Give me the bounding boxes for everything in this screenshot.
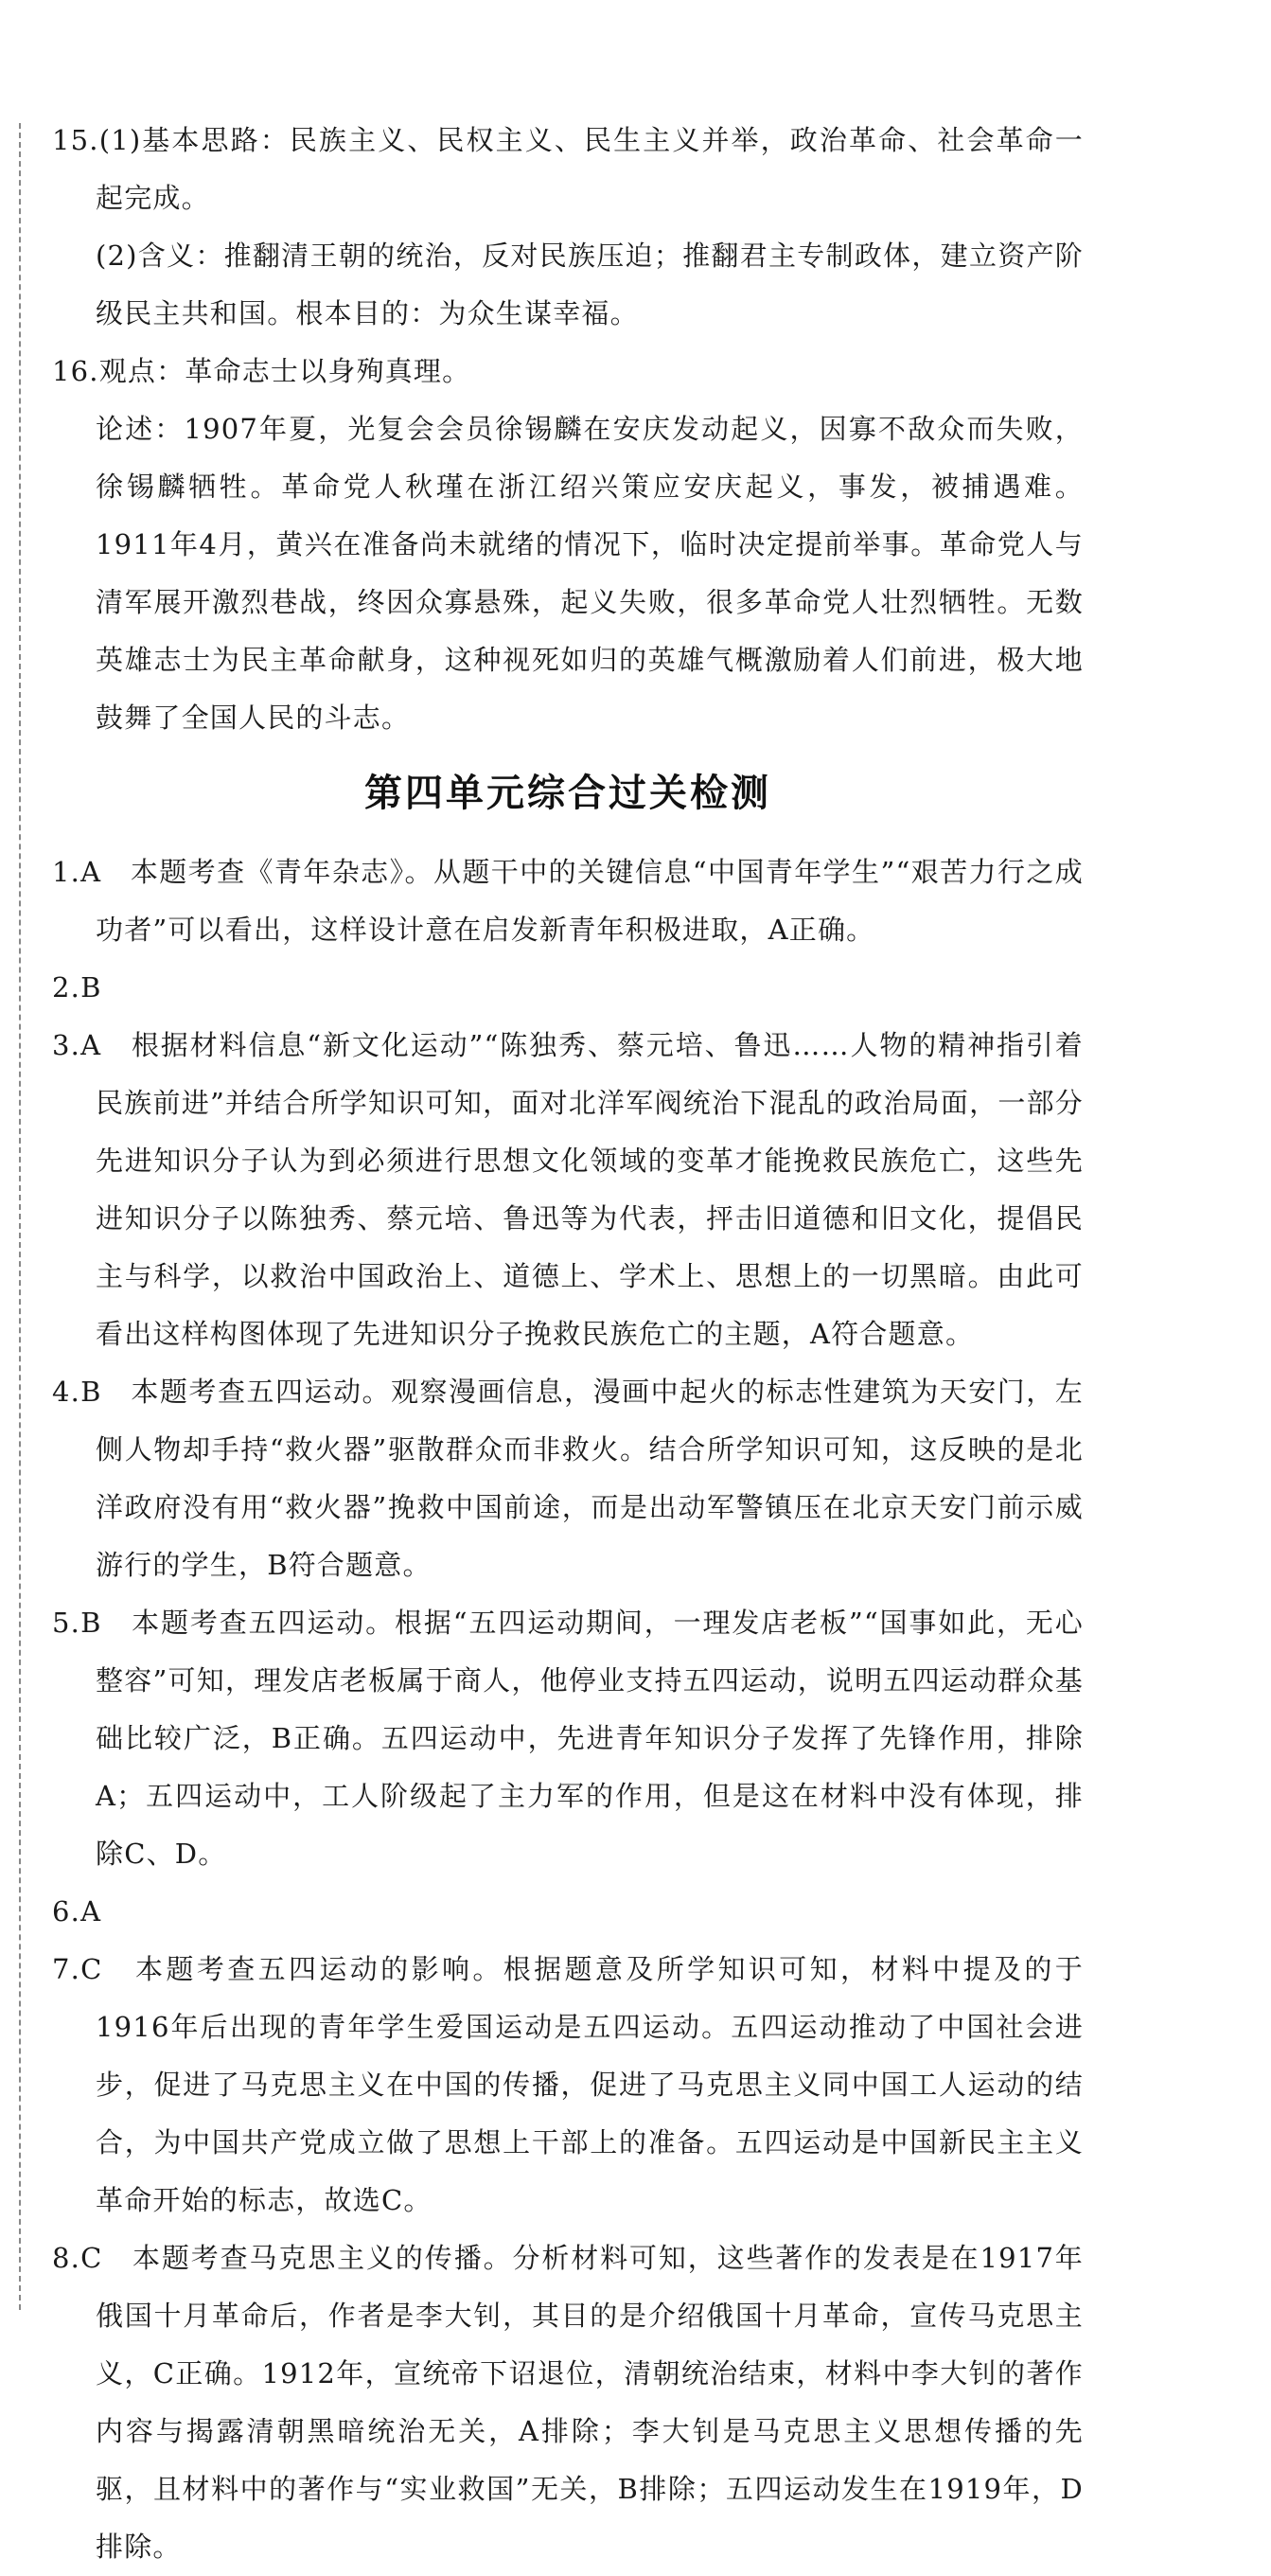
answer-15-line1: 15.(1)基本思路：民族主义、民权主义、民生主义并举，政治革命、社会革命一起完成。 xyxy=(52,124,1084,214)
answer-item: 2.B xyxy=(52,971,102,1004)
document-content xyxy=(52,112,1084,2576)
answer-item: 3.A 根据材料信息“新文化运动”“陈独秀、蔡元培、鲁迅……人物的精神指引着民族前进”并结合所学知识可知，面对北洋军阀统治下混乱的政治局面，一部分先进知识分子认为到必须进行思想文化领域的变革才能挽救民族危亡，这些先进知识分子以陈独秀、蔡元培、鲁迅等为代表，抨击旧道德和旧文化，提倡民主与科学，以救治中国政治上、道德上、学术上、思想上的一切黑暗。由此可看出这样构图体现了先进知识分子挽救民族危亡的主题，A符合题意。 xyxy=(52,1029,1084,1350)
answer-item: 4.B 本题考查五四运动。观察漫画信息，漫画中起火的标志性建筑为天安门，左侧人物却手持“救火器”驱散群众而非救火。结合所学知识可知，这反映的是北洋政府没有用“救火器”挽救中国前途，而是出动军警镇压在北京天安门前示威游行的学生，B符合题意。 xyxy=(52,1376,1084,1581)
answer-item: 5.B 本题考查五四运动。根据“五四运动期间，一理发店老板”“国事如此，无心整容”可知，理发店老板属于商人，他停业支持五四运动，说明五四运动群众基础比较广泛，B正确。五四运动中，先进青年知识分子发挥了先锋作用，排除A；五四运动中，工人阶级起了主力军的作用，但是这在材料中没有体现，排除C、D。 xyxy=(52,1607,1084,1870)
binding-dashed-line xyxy=(19,123,21,2310)
answer-item: 1.A 本题考查《青年杂志》。从题干中的关键信息“中国青年学生”“艰苦力行之成功者”可以看出，这样设计意在启发新青年积极进取，A正确。 xyxy=(52,856,1084,946)
answer-15-line2: (2)含义：推翻清王朝的统治，反对民族压迫；推翻君主专制政体，建立资产阶级民主共和国。根本目的：为众生谋幸福。 xyxy=(96,240,1084,329)
answer-16-line1: 16.观点：革命志士以身殉真理。 xyxy=(52,355,471,387)
answer-item: 7.C 本题考查五四运动的影响。根据题意及所学知识可知，材料中提及的于1916年后出现的青年学生爱国运动是五四运动。五四运动推动了中国社会进步，促进了马克思主义在中国的传播，促进了马克思主义同中国工人运动的结合，为中国共产党成立做了思想上干部上的准备。五四运动是中国新民主主义革命开始的标志，故选C。 xyxy=(52,1953,1084,2216)
answer-item: 8.C 本题考查马克思主义的传播。分析材料可知，这些著作的发表是在1917年俄国十月革命后，作者是李大钊，其目的是介绍俄国十月革命，宣传马克思主义，C正确。1912年，宣统帝下诏退位，清朝统治结束，材料中李大钊的著作内容与揭露清朝黑暗统治无关，A排除；李大钊是马克思主义思想传播的先驱，且材料中的著作与“实业救国”无关，B排除；五四运动发生在1919年，D排除。 xyxy=(52,2242,1084,2563)
answer-16-line2: 论述：1907年夏，光复会会员徐锡麟在安庆发动起义，因寡不敌众而失败，徐锡麟牺牲。革命党人秋瑾在浙江绍兴策应安庆起义，事发，被捕遇难。1911年4月，黄兴在准备尚未就绪的情况下，临时决定提前举事。革命党人与清军展开激烈巷战，终因众寡悬殊，起义失败，很多革命党人壮烈牺牲。无数英雄志士为民主革命献身，这种视死如归的英雄气概激励着人们前进，极大地鼓舞了全国人民的斗志。 xyxy=(96,413,1084,734)
answer-item: 6.A xyxy=(52,1895,102,1928)
section-title: 第四单元综合过关检测 xyxy=(364,772,771,815)
